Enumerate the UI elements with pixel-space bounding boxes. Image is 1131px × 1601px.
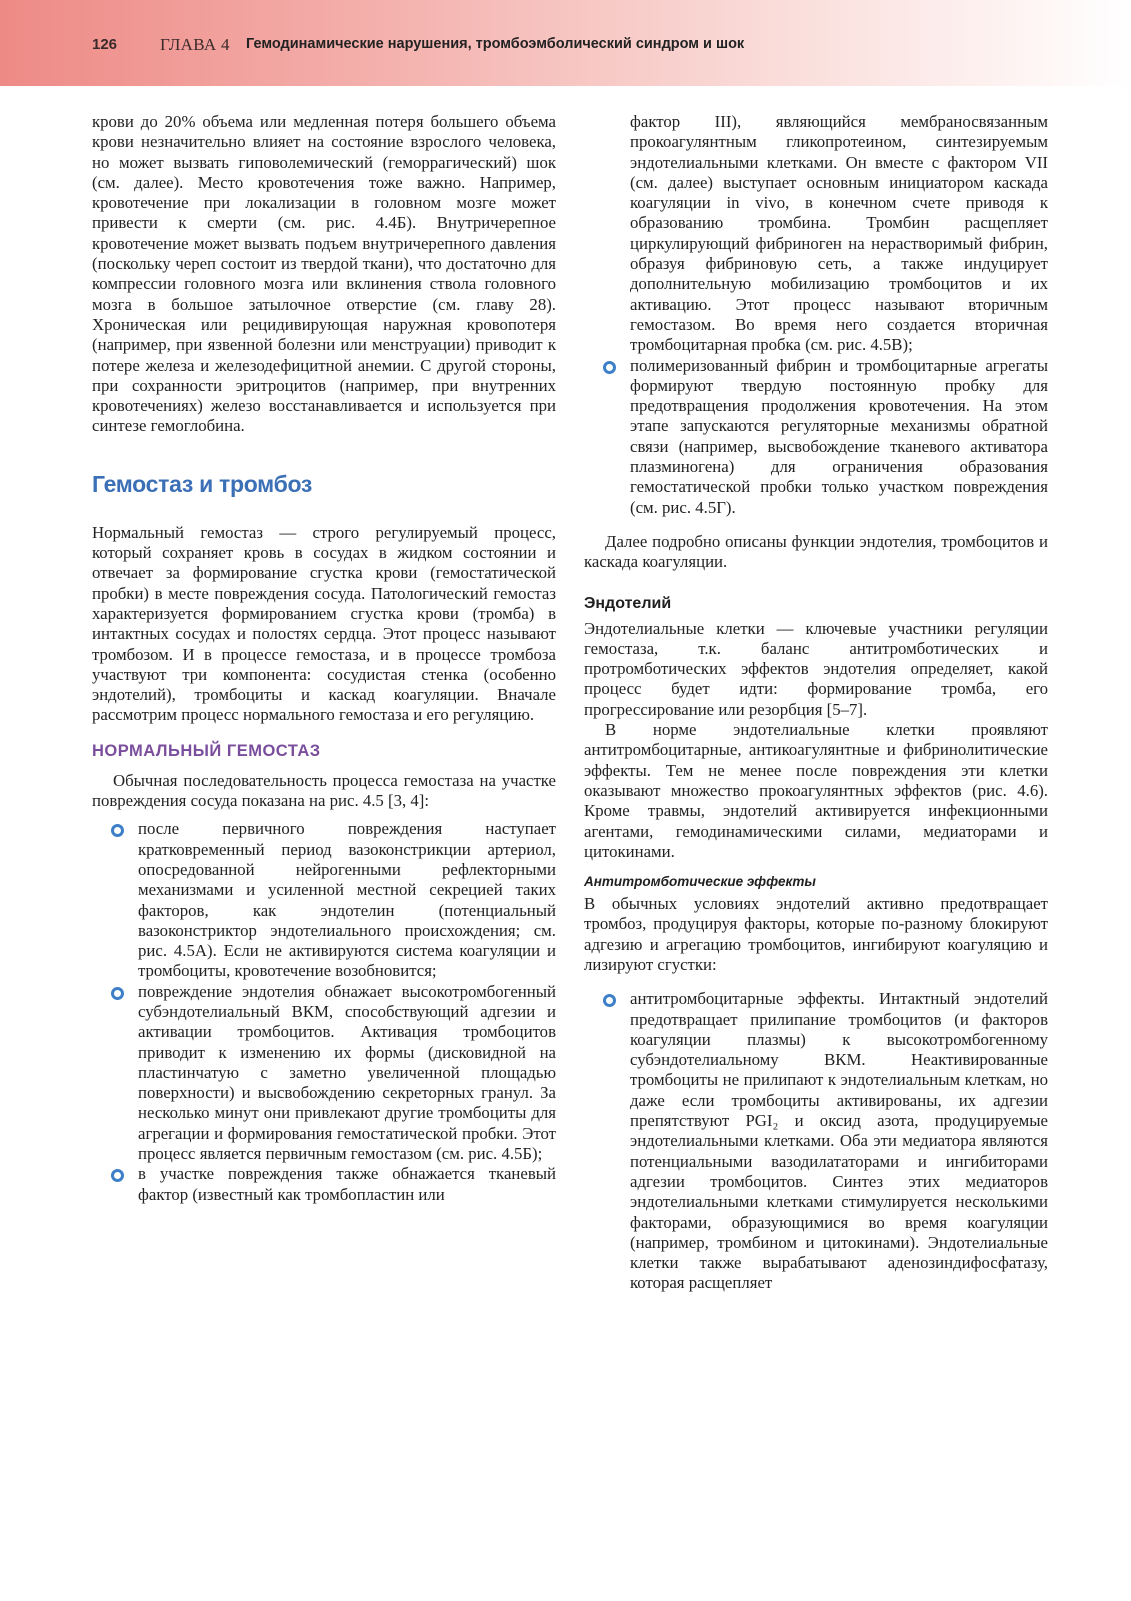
heading-antithrombotic: Антитромботические эффекты <box>584 874 816 890</box>
subsection-title: НОРМАЛЬНЫЙ ГЕМОСТАЗ <box>92 741 321 760</box>
bullet-list-right <box>584 989 1048 1293</box>
list-item-text: фактор III), являющийся мембраносвязанным прокоагулянтным гликопротеином, синтезируемым эндотелиальными клетками. Он вместе с фактором VII (см. далее) выступает основным инициатором каскада коагуляции in vivo, в конечном счете приводя к образованию тромбина. Тромбин расщепляет циркулирующий фибриноген на нерастворимый фибрин, образуя фибриновую сеть, а также индуцирует дополнительную мобилизацию тромбоцитов и их активацию. Этот процесс называют вторичным гемостазом. Во время него создается вторичная тромбоцитарная пробка (см. рис. 4.5В); <box>630 112 1048 355</box>
list-item-text: антитромбоцитарные эффекты. Интактный эндотелий предотвращает прилипание тромбоцитов (и факторов коагуляции плазмы) к высокотромбогенному субэндотелиальному ВКМ. Неактивированные тромбоциты не прилипают к эндотелиальным клеткам, но даже если тромбоциты активированы, их адгезии препятствуют PGI₂ и оксид азота, продуцируемые эндотелиальными клетками. Оба эти медиатора являются потенциальными вазодилататорами и ингибиторами адгезии тромбоцитов. Синтез этих медиаторов эндотелиальными клетками стимулируется несколькими факторами, образующимися во время коагуляции (например, тромбином и цитокинами). Эндотелиальные клетки также вырабатывают аденозиндифосфатазу, которая расщепляет <box>630 989 1048 1293</box>
paragraph-overview: Далее подробно описаны функции эндотелия, тромбоцитов и каскада коагуляции. <box>584 531 1048 572</box>
bullet-icon <box>111 987 124 1000</box>
list-item-text: повреждение эндотелия обнажает высокотромбогенный субэндотелиальный ВКМ, способствующий адгезии и активации тромбоцитов. Активация тромбоцитов приводит к изменению их формы (дисковидной на пластинчатую с заметно увеличенной площадью поверхности) и высвобождению секреторных гранул. За несколько минут они привлекают другие тромбоциты для агрегации и формирования гемостатической пробки. Этот процесс является первичным гемостазом (см. рис. 4.5Б); <box>138 981 556 1164</box>
list-item <box>584 356 1048 518</box>
bullet-list-left <box>92 819 556 1205</box>
list-item <box>92 982 556 1165</box>
list-item <box>92 1164 556 1205</box>
paragraph-hemostasis-intro: Нормальный гемостаз — строго регулируемый процесс, который сохраняет кровь в сосудах в жидком состоянии и отвечает за формирование сгустка крови (гемостатической пробки) в месте повреждения сосуда. Патологический гемостаз характеризуется формированием сгустка крови (тромба) в интактных сосудах и полостях сердца. Этот процесс называют тромбозом. И в процессе гемостаза, и в процессе тромбоза участвуют три компонента: сосудистая стенка (особенно эндотелий), тромбоциты и каскад коагуляции. Вначале рассмотрим процесс нормального гемостаза и его регуляцию. <box>92 522 556 725</box>
list-item-text: в участке повреждения также обнажается тканевый фактор (известный как тромбопластин или <box>138 1164 556 1204</box>
list-item-text: полимеризованный фибрин и тромбоцитарные агрегаты формируют твердую постоянную пробку для предотвращения продолжения кровотечения. На этом этапе запускаются регуляторные механизмы обратной связи (например, высвобождение тканевого активатора плазминогена) для ограничения образования гемостатической пробки только участком повреждения (см. рис. 4.5Г). <box>630 355 1048 517</box>
bullet-icon <box>111 1169 124 1182</box>
list-item <box>584 112 1048 356</box>
list-item-text: после первичного повреждения наступает кратковременный период вазоконстрикции артериол, опосредованной нейрогенными рефлекторными механизмами и усиленной местной секрецией таких факторов, как эндотелин (потенциальный вазоконстриктор эндотелиального происхождения; см. рис. 4.5А). Если не активируются система коагуляции и тромбоциты, кровотечение возобновится; <box>138 819 556 981</box>
paragraph-sequence: Обычная последовательность процесса гемостаза на участке повреждения сосуда показана на рис. 4.5 [3, 4]: <box>92 770 556 811</box>
paragraph-endothelium-effects: В норме эндотелиальные клетки проявляют антитромбоцитарные, антикоагулянтные и фибринолитические эффекты. Тем не менее после повреждения эти клетки оказывают множество прокоагулянтных эффектов (рис. 4.6). Кроме травмы, эндотелий активируется инфекционными агентами, гемодинамическими силами, медиаторами и цитокинами. <box>584 720 1048 861</box>
right-column <box>584 112 1048 1294</box>
section-title: Гемостаз и тромбоз <box>92 470 313 497</box>
bullet-icon <box>603 994 616 1007</box>
bullet-icon <box>603 361 616 374</box>
list-item <box>92 819 556 981</box>
bullet-list-right-continuation <box>584 112 1048 518</box>
chapter-label: ГЛАВА 4 <box>160 35 230 54</box>
heading-endothelium: Эндотелий <box>584 594 672 612</box>
paragraph-antithrombotic: В обычных условиях эндотелий активно предотвращает тромбоз, продуцируя факторы, которые по-разному блокируют адгезию и агрегацию тромбоцитов, ингибируют коагуляцию и лизируют сгустки: <box>584 894 1048 974</box>
chapter-title: Гемодинамические нарушения, тромбоэмболический синдром и шок <box>246 36 745 52</box>
page-number: 126 <box>92 36 118 53</box>
left-column <box>92 112 556 1205</box>
bullet-icon <box>111 824 124 837</box>
paragraph-blood-loss: крови до 20% объема или медленная потеря большего объема крови незначительно влияет на состояние взрослого человека, но может вызвать гиповолемический (геморрагический) шок (см. далее). Место кровотечения тоже важно. Например, кровотечение при локализации в головном мозге может привести к смерти (см. рис. 4.4Б). Внутричерепное кровотечение может вызвать подъем внутричерепного давления (поскольку череп состоит из твердой ткани), что достаточно для компрессии головного мозга или вклинения ствола головного мозга в большое затылочное отверстие (см. главу 28). Хроническая или рецидивирующая наружная кровопотеря (например, при язвенной болезни или менструации) приводит к потере железа и железодефицитной анемии. С другой стороны, при сохранности эритроцитов (например, при внутренних кровотечениях) железо восстанавливается и используется при синтезе гемоглобина. <box>92 112 556 436</box>
paragraph-endothelium-intro: Эндотелиальные клетки — ключевые участники регуляции гемостаза, т.к. баланс антитромботических и протромботических эффектов эндотелия определяет, какой процесс будет идти: формирование тромба, его прогрессирование или резорбция [5–7]. <box>584 618 1048 719</box>
list-item <box>584 989 1048 1293</box>
